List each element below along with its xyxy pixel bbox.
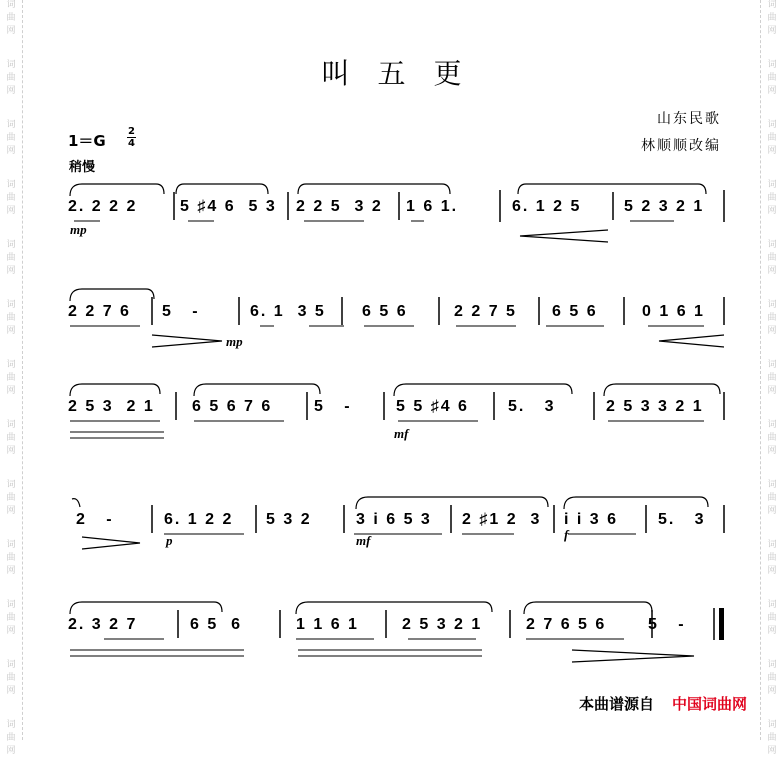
watermark-char: 曲 (6, 313, 16, 323)
watermark-char: 词 (767, 540, 777, 550)
watermark-char: 曲 (767, 193, 777, 203)
watermark-char: 词 (6, 720, 16, 730)
dynamic-mark: p (166, 533, 173, 548)
watermark-char: 网 (767, 326, 777, 336)
watermark-char: 网 (6, 566, 16, 576)
watermark-char: 网 (767, 86, 777, 96)
watermark-char: 网 (6, 146, 16, 156)
right-watermark-strip (760, 0, 783, 756)
watermark-char: 词 (767, 60, 777, 70)
watermark-char: 词 (767, 0, 777, 10)
watermark-char: 曲 (767, 133, 777, 143)
source-footer (579, 693, 747, 714)
watermark-char: 词 (767, 300, 777, 310)
watermark-char: 曲 (6, 73, 16, 83)
watermark-char: 词 (767, 480, 777, 490)
watermark-char: 曲 (767, 73, 777, 83)
watermark-char: 词 (6, 240, 16, 250)
watermark-char: 词 (6, 600, 16, 610)
dynamic-mark: mp (226, 334, 243, 349)
watermark-char: 网 (767, 266, 777, 276)
measure: 6 5 6 (190, 616, 243, 633)
watermark-char: 曲 (767, 253, 777, 263)
time-signature (127, 127, 136, 148)
watermark-char: 网 (767, 746, 777, 756)
watermark-char: 网 (6, 326, 16, 336)
measure: 2 2 7 5 (454, 303, 517, 320)
staff-row-5 (64, 598, 728, 678)
watermark-char: 网 (6, 86, 16, 96)
watermark-char: 词 (6, 540, 16, 550)
key-signature: 1＝G (68, 132, 106, 150)
watermark-char: 词 (767, 660, 777, 670)
watermark-char: 网 (6, 626, 16, 636)
watermark-char: 曲 (767, 493, 777, 503)
watermark-char: 词 (6, 660, 16, 670)
watermark-char: 词 (6, 0, 16, 10)
watermark-char: 网 (6, 206, 16, 216)
watermark-char: 词 (767, 360, 777, 370)
measure: 2 ♯1 2 3 (462, 511, 542, 528)
watermark-char: 网 (767, 446, 777, 456)
watermark-char: 网 (767, 626, 777, 636)
watermark-char: 网 (767, 566, 777, 576)
watermark-char: 曲 (6, 733, 16, 743)
watermark-char: 曲 (6, 193, 16, 203)
watermark-char: 词 (767, 600, 777, 610)
measure: 2 2 5 3 2 (296, 198, 383, 215)
dynamic-mark: mp (70, 222, 87, 237)
site-name: 中国词曲网 (671, 695, 747, 713)
measure: 5 3 2 (266, 511, 312, 528)
watermark-char: 词 (6, 120, 16, 130)
source-label: 本曲谱源自 (578, 695, 654, 713)
watermark-char: 曲 (767, 433, 777, 443)
left-watermark-strip (0, 0, 23, 756)
time-signature-top: 2 (128, 126, 135, 137)
measure: 6 5 6 7 6 (192, 398, 273, 415)
watermark-char: 词 (6, 60, 16, 70)
watermark-char: 网 (6, 266, 16, 276)
watermark-char: 网 (767, 686, 777, 696)
measure: 2. 2 2 2 (68, 198, 138, 215)
measure: 6 5 6 (552, 303, 598, 320)
watermark-char: 词 (6, 300, 16, 310)
dynamic-mark: mf (394, 426, 409, 441)
measure: 6. 1 3 5 (250, 303, 326, 320)
measure: 5. 3 (508, 398, 556, 415)
watermark-char: 词 (6, 180, 16, 190)
watermark-char: 词 (767, 120, 777, 130)
watermark-char: 曲 (767, 373, 777, 383)
measure: 6 5 6 (362, 303, 408, 320)
watermark-char: 网 (767, 506, 777, 516)
watermark-char: 词 (767, 180, 777, 190)
watermark-char: 曲 (6, 553, 16, 563)
measure: 5 ♯4 6 5 3 (180, 198, 277, 215)
watermark-char: 网 (767, 146, 777, 156)
watermark-char: 词 (6, 360, 16, 370)
staff-row-3 (64, 380, 728, 460)
staff-row-2 (64, 285, 728, 365)
staff-row-1 (64, 180, 728, 260)
measure: 1 6 1. (406, 198, 459, 215)
measure: 2 5 3 3 2 1 (606, 398, 704, 415)
watermark-char: 曲 (767, 613, 777, 623)
watermark-char: 曲 (6, 613, 16, 623)
time-signature-bottom: 4 (128, 138, 135, 149)
watermark-char: 曲 (6, 373, 16, 383)
measure: 2. 3 2 7 (68, 616, 138, 633)
watermark-char: 曲 (767, 13, 777, 23)
measure: 1 1 6 1 (296, 616, 359, 633)
watermark-char: 曲 (6, 253, 16, 263)
watermark-char: 曲 (6, 493, 16, 503)
watermark-char: 曲 (767, 733, 777, 743)
measure: 5 5 ♯4 6 (396, 398, 469, 415)
watermark-char: 曲 (6, 433, 16, 443)
watermark-char: 网 (767, 206, 777, 216)
measure: 2 7 6 5 6 (526, 616, 607, 633)
watermark-char: 曲 (6, 673, 16, 683)
measure: 5. 3 (658, 511, 706, 528)
watermark-char: 曲 (767, 553, 777, 563)
measure: 2 5 3 2 1 (402, 616, 483, 633)
measure: 2 2 7 6 (68, 303, 131, 320)
watermark-char: 网 (767, 386, 777, 396)
watermark-char: 词 (767, 420, 777, 430)
staff-row-4 (64, 493, 728, 573)
watermark-char: 网 (6, 386, 16, 396)
watermark-char: 网 (6, 26, 16, 36)
watermark-char: 曲 (767, 313, 777, 323)
watermark-char: 曲 (6, 13, 16, 23)
watermark-char: 网 (6, 506, 16, 516)
watermark-char: 网 (767, 26, 777, 36)
measure: 5 - (648, 616, 686, 633)
measure: 5 - (314, 398, 352, 415)
dynamic-mark: mf (356, 533, 371, 548)
watermark-char: 网 (6, 686, 16, 696)
watermark-char: 曲 (6, 133, 16, 143)
credit-arranger: 林顺顺改编 (641, 138, 721, 154)
watermark-char: 词 (767, 720, 777, 730)
credit-origin: 山东民歌 (657, 111, 721, 127)
measure: i i 3 6 (564, 511, 619, 528)
measure: 6. 1 2 2 (164, 511, 234, 528)
measure: 2 5 3 2 1 (68, 398, 155, 415)
watermark-char: 网 (6, 446, 16, 456)
measure: 3 i 6 5 3 (356, 511, 432, 528)
dynamic-mark: f (564, 527, 569, 542)
measure: 5 - (162, 303, 200, 320)
watermark-char: 词 (767, 240, 777, 250)
measure: 2 - (76, 511, 114, 528)
measure: 5 2 3 2 1 (624, 198, 705, 215)
watermark-char: 网 (6, 746, 16, 756)
measure: 0 1 6 1 (642, 303, 705, 320)
watermark-char: 曲 (767, 673, 777, 683)
tempo-marking: 稍慢 (69, 160, 96, 175)
watermark-char: 词 (6, 420, 16, 430)
song-title: 叫五更 (321, 57, 490, 90)
watermark-char: 词 (6, 480, 16, 490)
measure: 6. 1 2 5 (512, 198, 582, 215)
